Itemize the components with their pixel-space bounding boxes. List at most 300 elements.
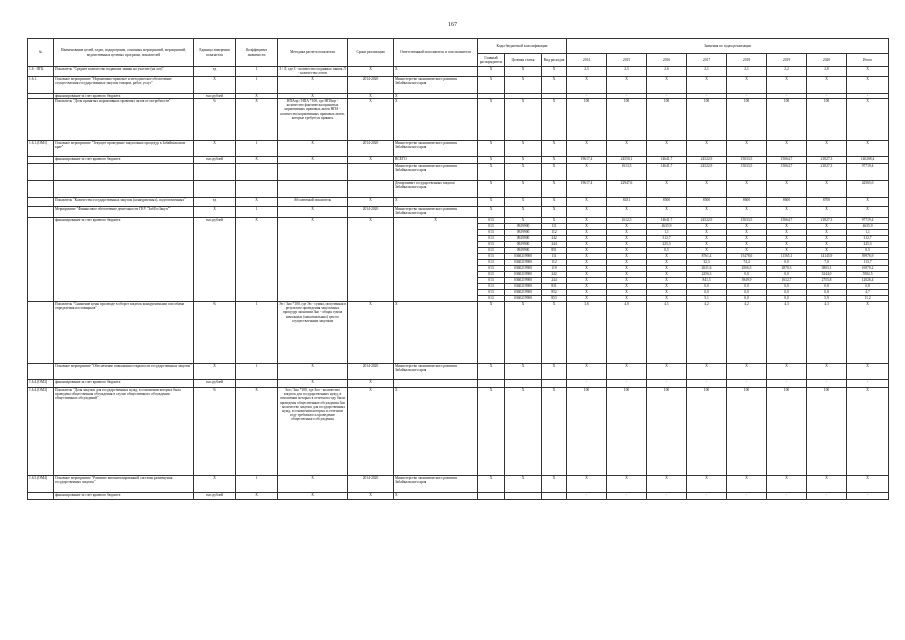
cell-weight: Х bbox=[236, 198, 278, 207]
cell-method: Эп / Зно *100, где Эп - сумма, полученная в результате проведения закупочных процедур экономии Зно - общая сумма начальных (максимальных) цен по осуществленным закупкам bbox=[278, 302, 348, 364]
cell-year-value: - bbox=[807, 493, 847, 500]
cell-term: Х bbox=[348, 380, 394, 388]
cell-year-value: - bbox=[567, 380, 607, 388]
cell-year-value: 841,3 bbox=[687, 278, 727, 284]
cell-year-value: Х bbox=[807, 181, 847, 198]
cell-kbk-g: 013 bbox=[478, 260, 505, 266]
cell-year-value: Х bbox=[807, 77, 847, 94]
cell-year-value: Х bbox=[647, 364, 687, 380]
cell-year-value: 8600 bbox=[767, 198, 807, 207]
header-method: Методика расчета показателя bbox=[278, 39, 348, 67]
cell-kbk-g: Х bbox=[478, 164, 505, 181]
table-body bbox=[28, 67, 889, 500]
cell-kbk-s: 0360219900 bbox=[505, 266, 542, 272]
cell-year-value: 19617,4 bbox=[567, 157, 607, 164]
cell-method: Х bbox=[278, 207, 348, 218]
cell-kbk-g bbox=[478, 493, 505, 500]
cell-year-value: Х bbox=[607, 248, 647, 254]
cell-year-value: Х bbox=[567, 272, 607, 278]
cell-kbk-s: Х bbox=[505, 218, 542, 224]
cell-year-value: 1,1 bbox=[647, 230, 687, 236]
cell-year-value: - bbox=[607, 493, 647, 500]
cell-year-value: Х bbox=[767, 476, 807, 493]
cell-exec: Министерство экономического развития Забайкальского края bbox=[394, 476, 478, 493]
cell-year-value: 0,0 bbox=[687, 290, 727, 296]
cell-year-value: 4,2 bbox=[687, 302, 727, 364]
cell-kbk-g: Х bbox=[478, 302, 505, 364]
cell-year-value: 3949,9 bbox=[727, 278, 767, 284]
cell-method bbox=[278, 164, 348, 181]
cell-year-value: 3,6 bbox=[567, 302, 607, 364]
cell-year-value: 5,1 bbox=[687, 296, 727, 302]
cell-kbk-g bbox=[478, 380, 505, 388]
cell-year-value: 0,0 bbox=[727, 272, 767, 278]
cell-year-value: Х bbox=[567, 284, 607, 290]
cell-kbk-g: 013 bbox=[478, 236, 505, 242]
cell-kbk-s: 0360219900 bbox=[505, 296, 542, 302]
cell-year-value: 42565,0 bbox=[847, 181, 889, 198]
cell-year-value: 4566,5 bbox=[727, 266, 767, 272]
cell-year-value: Х bbox=[567, 296, 607, 302]
cell-unit: Х bbox=[194, 364, 236, 380]
cell-year-value: 0,0 bbox=[767, 284, 807, 290]
cell-kbk-g: Х bbox=[478, 77, 505, 94]
cell-kbk-g: 013 bbox=[478, 254, 505, 260]
cell-year-value: Х bbox=[567, 230, 607, 236]
cell-kbk-g: 013 bbox=[478, 242, 505, 248]
cell-kbk-g: Х bbox=[478, 364, 505, 380]
cell-year-value: Х bbox=[607, 272, 647, 278]
cell-year-value: Х bbox=[567, 278, 607, 284]
cell-kbk-v: Х bbox=[542, 198, 567, 207]
header-year: Итого bbox=[847, 54, 889, 67]
cell-year-value: 5,9 bbox=[807, 296, 847, 302]
cell-year-value: Х bbox=[847, 141, 889, 157]
cell-kbk-g: Х bbox=[478, 157, 505, 164]
cell-year-value: 2,6 bbox=[647, 67, 687, 77]
cell-year-value: 15064,7 bbox=[767, 157, 807, 164]
cell-year-value: Х bbox=[647, 266, 687, 272]
cell-year-value: Х bbox=[647, 284, 687, 290]
cell-year-value: Х bbox=[687, 207, 727, 218]
cell-exec: Департамент государственных закупок Забайкальского края bbox=[394, 181, 478, 198]
cell-year-value: Х bbox=[847, 364, 889, 380]
cell-name: Показатель "Доля принятых нормативных правовых актов от потребности" bbox=[54, 99, 194, 141]
cell-kbk-v: 242 bbox=[542, 236, 567, 242]
cell-year-value: Х bbox=[847, 198, 889, 207]
cell-no bbox=[28, 207, 54, 218]
cell-no bbox=[28, 364, 54, 380]
cell-year-value: Х bbox=[647, 141, 687, 157]
cell-kbk-s: Х bbox=[505, 77, 542, 94]
cell-method: Абсолютный показатель bbox=[278, 198, 348, 207]
cell-year-value: Х bbox=[727, 207, 767, 218]
cell-weight: Х bbox=[236, 94, 278, 99]
cell-unit bbox=[194, 181, 236, 198]
header-year: 2017 bbox=[687, 54, 727, 67]
cell-year-value: 15064,7 bbox=[767, 218, 807, 224]
cell-method: Х bbox=[278, 380, 348, 388]
cell-year-value: Х bbox=[647, 207, 687, 218]
cell-year-value: 2,8 bbox=[807, 67, 847, 77]
cell-year-value: 100 bbox=[807, 99, 847, 141]
cell-kbk-s: Х bbox=[505, 67, 542, 77]
cell-year-value: 97719,4 bbox=[847, 218, 889, 224]
cell-no bbox=[28, 218, 54, 302]
cell-year-value: 140208,4 bbox=[847, 157, 889, 164]
cell-year-value: Х bbox=[607, 207, 647, 218]
cell-year-value: Х bbox=[687, 236, 727, 242]
cell-method: Х bbox=[278, 476, 348, 493]
cell-year-value: Х bbox=[767, 224, 807, 230]
header-exec: Ответственный исполнитель и соисполнители bbox=[394, 39, 478, 67]
cell-year-value: 4635,9 bbox=[847, 224, 889, 230]
cell-year-value: 2,1 bbox=[727, 67, 767, 77]
cell-kbk-s: 0360219900 bbox=[505, 272, 542, 278]
cell-year-value: Х bbox=[687, 77, 727, 94]
cell-kbk-g: Х bbox=[478, 198, 505, 207]
cell-year-value: Х bbox=[727, 181, 767, 198]
cell-year-value: 2631,6 bbox=[687, 266, 727, 272]
cell-exec: Министерство экономического развития Забайкальского края bbox=[394, 364, 478, 380]
header-name: Наименование целей, задач, подпрограмм, основных мероприятий, мероприятий, ведомственных целевых программ, показателей bbox=[54, 39, 194, 67]
cell-kbk-s: Х bbox=[505, 388, 542, 476]
cell-kbk-g: 013 bbox=[478, 224, 505, 230]
cell-year-value: Х bbox=[767, 242, 807, 248]
cell-exec: Х bbox=[394, 302, 478, 364]
cell-year-value: Х bbox=[607, 224, 647, 230]
cell-term bbox=[348, 181, 394, 198]
cell-year-value: 16970,2 bbox=[847, 266, 889, 272]
cell-weight bbox=[236, 164, 278, 181]
cell-year-value: Х bbox=[807, 364, 847, 380]
table-row bbox=[28, 67, 889, 77]
cell-kbk-s: Х bbox=[505, 181, 542, 198]
cell-year-value: 59976,9 bbox=[847, 254, 889, 260]
cell-weight: Х bbox=[236, 157, 278, 164]
cell-year-value: Х bbox=[847, 67, 889, 77]
cell-year-value: 1613,5 bbox=[607, 164, 647, 181]
cell-year-value: 0,0 bbox=[727, 284, 767, 290]
cell-year-value: 100 bbox=[687, 99, 727, 141]
cell-kbk-g: Х bbox=[478, 388, 505, 476]
table-row bbox=[28, 388, 889, 476]
cell-kbk-s: 0929900 bbox=[505, 242, 542, 248]
cell-exec bbox=[394, 380, 478, 388]
cell-year-value: 14641,7 bbox=[647, 157, 687, 164]
cell-year-value: 100 bbox=[607, 388, 647, 476]
cell-year-value: Х bbox=[727, 224, 767, 230]
cell-year-value: - bbox=[647, 94, 687, 99]
cell-kbk-g: 013 bbox=[478, 272, 505, 278]
cell-kbk-v: Х bbox=[542, 157, 567, 164]
cell-year-value: Х bbox=[767, 207, 807, 218]
cell-year-value: 24522,9 bbox=[687, 218, 727, 224]
cell-term: 2014-2020 bbox=[348, 77, 394, 94]
cell-weight: 1 bbox=[236, 302, 278, 364]
cell-year-value: 2256,3 bbox=[687, 272, 727, 278]
cell-year-value: Х bbox=[607, 290, 647, 296]
cell-no bbox=[28, 157, 54, 164]
header-year: 2019 bbox=[767, 54, 807, 67]
cell-year-value: 2,1 bbox=[687, 67, 727, 77]
cell-year-value: Х bbox=[607, 278, 647, 284]
cell-year-value: Х bbox=[647, 181, 687, 198]
cell-year-value: 2,2 bbox=[767, 67, 807, 77]
cell-year-value: 100 bbox=[807, 388, 847, 476]
cell-unit: тыс.рублей bbox=[194, 157, 236, 164]
cell-year-value: Х bbox=[607, 242, 647, 248]
program-table bbox=[27, 38, 889, 500]
cell-year-value: Х bbox=[727, 230, 767, 236]
cell-unit: Х bbox=[194, 141, 236, 157]
cell-exec: Х bbox=[394, 94, 478, 99]
cell-kbk-g: Х bbox=[478, 99, 505, 141]
header-year: 2014 bbox=[567, 54, 607, 67]
cell-exec: Х bbox=[394, 388, 478, 476]
cell-year-value: Х bbox=[567, 254, 607, 260]
cell-year-value: Х bbox=[687, 242, 727, 248]
table-row bbox=[28, 380, 889, 388]
cell-year-value: 100 bbox=[727, 388, 767, 476]
cell-kbk-v: Х bbox=[542, 67, 567, 77]
cell-year-value: Х bbox=[687, 248, 727, 254]
cell-year-value: Х bbox=[687, 141, 727, 157]
cell-year-value: 100 bbox=[767, 388, 807, 476]
page-number: 167 bbox=[448, 22, 457, 28]
cell-year-value: 0,0 bbox=[767, 272, 807, 278]
cell-year-value: 0,8 bbox=[847, 284, 889, 290]
cell-no: 1.6.4.(ОМ3) bbox=[28, 388, 54, 476]
header-kbk-sub: Вид расходов bbox=[542, 54, 567, 67]
header-values: Значения по годам реализации bbox=[567, 39, 889, 54]
cell-year-value: 21827,3 bbox=[807, 218, 847, 224]
cell-method: Х bbox=[278, 94, 348, 99]
cell-method: Х bbox=[278, 157, 348, 164]
cell-method: Х bbox=[278, 141, 348, 157]
cell-year-value: Х bbox=[807, 230, 847, 236]
cell-kbk-v: 112 bbox=[542, 230, 567, 236]
cell-year-value: 0,0 bbox=[727, 296, 767, 302]
cell-year-value: Х bbox=[847, 77, 889, 94]
table-row bbox=[28, 157, 889, 164]
cell-year-value: Х bbox=[607, 476, 647, 493]
cell-year-value: Х bbox=[647, 290, 687, 296]
table-row bbox=[28, 77, 889, 94]
table-row bbox=[28, 99, 889, 141]
cell-kbk-g: 013 bbox=[478, 290, 505, 296]
cell-year-value: Х bbox=[647, 260, 687, 266]
cell-kbk-s: 0360219900 bbox=[505, 254, 542, 260]
cell-exec: Х bbox=[394, 198, 478, 207]
header-kbk: Коды бюджетной классификации bbox=[478, 39, 567, 54]
cell-unit bbox=[194, 164, 236, 181]
table-row bbox=[28, 181, 889, 198]
cell-kbk-g: 013 bbox=[478, 284, 505, 290]
cell-year-value: Х bbox=[687, 224, 727, 230]
table-row bbox=[28, 476, 889, 493]
cell-kbk-g: 013 bbox=[478, 266, 505, 272]
header-weight: Коэффициент значимости bbox=[236, 39, 278, 67]
header-kbk-sub: Целевая статья bbox=[505, 54, 542, 67]
cell-weight: 1 bbox=[236, 67, 278, 77]
cell-kbk-g: 013 bbox=[478, 248, 505, 254]
cell-kbk-v: 111 bbox=[542, 254, 567, 260]
cell-unit: тыс.рублей bbox=[194, 218, 236, 302]
cell-year-value: Х bbox=[567, 266, 607, 272]
cell-year-value: Х bbox=[607, 230, 647, 236]
cell-year-value: Х bbox=[567, 248, 607, 254]
cell-year-value: Х bbox=[847, 207, 889, 218]
cell-no: 1.6 - ПП2 bbox=[28, 67, 54, 77]
table-row bbox=[28, 198, 889, 207]
cell-exec: Министерство экономического развития Забайкальского края bbox=[394, 164, 478, 181]
cell-term: Х bbox=[348, 218, 394, 302]
cell-term: Х bbox=[348, 388, 394, 476]
cell-year-value: Х bbox=[647, 476, 687, 493]
cell-name: финансирование за счет краевого бюджета bbox=[54, 94, 194, 99]
cell-name: финансирование за счет краевого бюджета bbox=[54, 380, 194, 388]
cell-name bbox=[54, 181, 194, 198]
cell-year-value: 15033,5 bbox=[727, 157, 767, 164]
cell-weight bbox=[236, 380, 278, 388]
cell-year-value: 1612,5 bbox=[607, 218, 647, 224]
cell-year-value: Х bbox=[847, 99, 889, 141]
cell-kbk-v bbox=[542, 380, 567, 388]
cell-year-value: Х bbox=[767, 236, 807, 242]
table-row bbox=[28, 207, 889, 218]
cell-kbk-v: 851 bbox=[542, 248, 567, 254]
cell-name: финансирование за счет краевого бюджета bbox=[54, 493, 194, 500]
cell-year-value: Х bbox=[727, 248, 767, 254]
cell-weight: Х bbox=[236, 99, 278, 141]
cell-weight: 1 bbox=[236, 77, 278, 94]
cell-term: Х bbox=[348, 67, 394, 77]
cell-year-value: 100 bbox=[567, 99, 607, 141]
cell-method: Х bbox=[278, 364, 348, 380]
cell-year-value: Х bbox=[607, 296, 647, 302]
cell-kbk-s: Х bbox=[505, 99, 542, 141]
cell-year-value: Х bbox=[607, 266, 647, 272]
cell-year-value: 100 bbox=[767, 99, 807, 141]
cell-no bbox=[28, 99, 54, 141]
cell-year-value: Х bbox=[567, 242, 607, 248]
cell-year-value: - bbox=[647, 380, 687, 388]
cell-term bbox=[348, 164, 394, 181]
cell-year-value: 4,1 bbox=[647, 302, 687, 364]
cell-kbk-v: 119 bbox=[542, 266, 567, 272]
cell-year-value: Х bbox=[567, 198, 607, 207]
cell-no bbox=[28, 164, 54, 181]
table-row bbox=[28, 164, 889, 181]
cell-year-value: - bbox=[807, 380, 847, 388]
cell-year-value: Х bbox=[727, 141, 767, 157]
cell-year-value: 2755,8 bbox=[807, 278, 847, 284]
cell-year-value: 225,3 bbox=[647, 242, 687, 248]
cell-weight: Х bbox=[236, 388, 278, 476]
cell-name: Показатель "Снижение цены при вводе в оборот закупок конкурентными способами определения поставщиков" bbox=[54, 302, 194, 364]
cell-year-value: Х bbox=[687, 181, 727, 198]
cell-weight: Х bbox=[236, 493, 278, 500]
cell-year-value: - bbox=[847, 380, 889, 388]
cell-year-value: 0,8 bbox=[807, 290, 847, 296]
cell-year-value: Х bbox=[807, 207, 847, 218]
cell-year-value: 14145,9 bbox=[807, 254, 847, 260]
cell-year-value: Х bbox=[607, 141, 647, 157]
cell-year-value: 5582,5 bbox=[847, 272, 889, 278]
cell-year-value: 8600 bbox=[727, 198, 767, 207]
cell-weight: Х bbox=[236, 218, 278, 302]
cell-year-value: Х bbox=[647, 296, 687, 302]
cell-kbk-v: 244 bbox=[542, 242, 567, 248]
cell-weight: 1 bbox=[236, 476, 278, 493]
cell-year-value: 312,7 bbox=[847, 236, 889, 242]
cell-year-value: 4,7 bbox=[847, 290, 889, 296]
cell-kbk-v: Х bbox=[542, 164, 567, 181]
cell-unit: % bbox=[194, 302, 236, 364]
cell-year-value: - bbox=[847, 94, 889, 99]
cell-year-value: Х bbox=[727, 236, 767, 242]
cell-name: Показатель "Среднее количество подавших заявки на участие (на лот)" bbox=[54, 67, 194, 77]
cell-kbk-s: 0360219900 bbox=[505, 284, 542, 290]
cell-unit: ед bbox=[194, 67, 236, 77]
cell-kbk-s: Х bbox=[505, 476, 542, 493]
cell-year-value: 11,2 bbox=[847, 296, 889, 302]
cell-exec: Х bbox=[394, 218, 478, 302]
cell-year-value: Х bbox=[727, 476, 767, 493]
cell-term: Х bbox=[348, 198, 394, 207]
cell-unit: Х bbox=[194, 476, 236, 493]
cell-year-value: Х bbox=[847, 476, 889, 493]
cell-year-value: Х bbox=[807, 248, 847, 254]
cell-year-value: - bbox=[687, 94, 727, 99]
cell-year-value: 0,0 bbox=[767, 260, 807, 266]
cell-kbk-g: 013 bbox=[478, 230, 505, 236]
cell-year-value: Х bbox=[567, 141, 607, 157]
cell-name: Основное мероприятие "Текущее проведение закупочных процедур в Забайкальском крае" bbox=[54, 141, 194, 157]
cell-year-value: - bbox=[807, 94, 847, 99]
cell-year-value: - bbox=[687, 380, 727, 388]
cell-year-value: Х bbox=[767, 248, 807, 254]
cell-unit: тыс.рублей bbox=[194, 493, 236, 500]
cell-year-value: - bbox=[567, 94, 607, 99]
cell-no: 1.6.4.(ОМ3) bbox=[28, 380, 54, 388]
cell-year-value: 4,3 bbox=[767, 302, 807, 364]
cell-year-value: 24522,9 bbox=[687, 157, 727, 164]
cell-kbk-s: Х bbox=[505, 364, 542, 380]
cell-kbk-s: 0929900 bbox=[505, 236, 542, 242]
cell-year-value: 2,5 bbox=[567, 67, 607, 77]
cell-exec: Х bbox=[394, 493, 478, 500]
cell-no bbox=[28, 302, 54, 364]
cell-unit: тыс.рублей bbox=[194, 94, 236, 99]
table-row bbox=[28, 302, 889, 364]
cell-no: 1.6.5.(ОМ4) bbox=[28, 476, 54, 493]
cell-year-value: Х bbox=[567, 236, 607, 242]
cell-term: Х bbox=[348, 99, 394, 141]
cell-year-value: - bbox=[767, 380, 807, 388]
cell-kbk-v: Х bbox=[542, 77, 567, 94]
cell-year-value: 100 bbox=[647, 388, 687, 476]
cell-year-value: 97719,4 bbox=[847, 164, 889, 181]
cell-year-value: 14641,7 bbox=[647, 218, 687, 224]
cell-method: З / Л, где З - количество поданных заявок Л - количество лотов bbox=[279, 67, 346, 76]
cell-year-value: Х bbox=[567, 364, 607, 380]
table-row bbox=[28, 493, 889, 500]
cell-method: Зоо / Зно *100, где Зоо - количество закупок для государственных нужд, в отношении которых в отчетном году были проведены общественные обсуждения Зно - количество закупок для государственных нужд, в отношении которых в отчетном году требовалось проведение общественного обсуждения bbox=[278, 388, 348, 476]
cell-year-value: 3803,1 bbox=[807, 266, 847, 272]
cell-year-value: Х bbox=[807, 236, 847, 242]
